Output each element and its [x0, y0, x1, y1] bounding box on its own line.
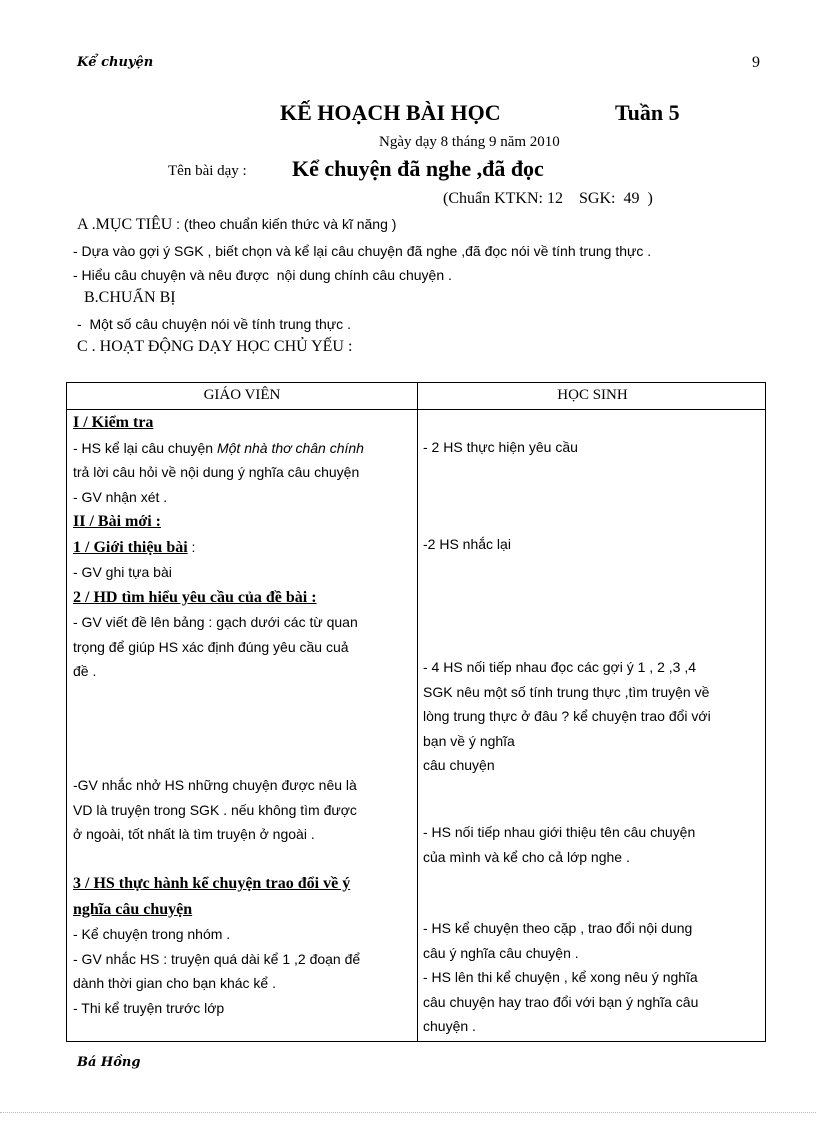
teacher-text: trả lời câu hỏi về nội dung ý nghĩa câu chuyện — [73, 464, 360, 480]
teacher-text: - GV ghi tựa bài — [73, 564, 172, 580]
teacher-text: ở ngoài, tốt nhất là tìm truyện ở ngoài . — [73, 826, 315, 842]
student-response — [423, 532, 765, 557]
header-subject: Kể chuyện — [77, 55, 154, 70]
page-title: KẾ HOẠCH BÀI HỌC — [280, 100, 501, 125]
student-text: - 4 HS nối tiếp nhau đọc các gợi ý 1 , 2 ,3 ,4 — [423, 659, 696, 675]
student-text: SGK nêu một số tính trung thực ,tìm truyện về — [423, 683, 710, 700]
story-title: Một nhà thơ chân chính — [216, 439, 364, 456]
page-edge-divider — [0, 1112, 816, 1113]
section-heading: 1 / Giới thiệu bài — [73, 538, 188, 556]
student-text: câu ý nghĩa câu chuyện . — [423, 944, 579, 961]
section-c-heading: C . HOẠT ĐỘNG DẠY HỌC CHỦ YẾU : — [77, 338, 353, 355]
teacher-text: dành thời gian cho bạn khác kể . — [73, 975, 276, 991]
student-response — [423, 820, 765, 869]
footer-author: Bá Hồng — [77, 1055, 141, 1070]
teacher-text: : — [187, 538, 196, 555]
section-a-note: : (theo chuẩn kiến thức và kĩ năng ) — [172, 216, 397, 232]
week-label: Tuần 5 — [615, 100, 680, 125]
student-response — [423, 916, 765, 1039]
objective-item: - Dựa vào gợi ý SGK , biết chọn và kể lại câu chuyện đã nghe ,đã đọc nói về tính trung thực . — [73, 243, 652, 259]
teacher-text: - GV nhận xét . — [73, 488, 168, 505]
teacher-text: - Thi kể truyện trước lớp — [73, 999, 225, 1016]
lesson-title: Kể chuyện đã nghe ,đã đọc — [292, 156, 544, 181]
objective-item: - Hiểu câu chuyện và nêu được nội dung chính câu chuyện . — [73, 267, 452, 283]
teacher-column-part2 — [73, 773, 415, 847]
section-heading: nghĩa câu chuyện — [73, 900, 193, 918]
activity-table — [66, 382, 766, 1042]
student-text: chuyện . — [423, 1018, 476, 1034]
teacher-text: - Kể chuyện trong nhóm . — [73, 926, 231, 942]
teacher-column-part3 — [73, 871, 415, 1020]
standard-reference: (Chuẩn KTKN: 12 SGK: 49 ) — [443, 190, 653, 207]
student-response — [423, 655, 765, 778]
teacher-text: - GV viết đề lên bảng : gạch dưới các từ quan — [73, 614, 358, 630]
student-text: của mình và kể cho cả lớp nghe . — [423, 848, 630, 865]
section-b-heading: B.CHUẨN BỊ — [84, 289, 176, 306]
column-divider — [417, 383, 418, 1041]
student-text: - HS lên thi kể chuyện , kể xong nêu ý nghĩa — [423, 969, 698, 985]
student-text: câu chuyện hay trao đổi với bạn ý nghĩa câu — [423, 993, 699, 1010]
teacher-column — [73, 410, 415, 684]
section-heading: II / Bài mới : — [73, 513, 161, 530]
teacher-text: -GV nhắc nhở HS những chuyện được nêu là — [73, 777, 357, 793]
student-column-header: HỌC SINH — [557, 387, 628, 403]
teacher-column-header: GIÁO VIÊN — [203, 387, 281, 403]
section-heading: 2 / HD tìm hiểu yêu cầu của đề bài : — [73, 588, 317, 606]
teacher-text: - GV nhắc HS : truyện quá dài kể 1 ,2 đoạn để — [73, 950, 361, 967]
section-a-heading-line — [77, 216, 396, 234]
preparation-item: - Một số câu chuyện nói về tính trung thực . — [77, 316, 351, 332]
section-heading: I / Kiểm tra — [73, 414, 154, 431]
student-text: lòng trung thực ở đâu ? kể chuyện trao đổi với — [423, 708, 711, 724]
student-text: -2 HS nhắc lại — [423, 536, 511, 552]
teacher-text: đề . — [73, 663, 97, 679]
student-text: bạn về ý nghĩa — [423, 732, 515, 749]
student-text: - HS nối tiếp nhau giới thiệu tên câu chuyện — [423, 824, 696, 840]
section-heading: 3 / HS thực hành kể chuyện trao đổi về ý — [73, 875, 351, 892]
teacher-text: trọng để giúp HS xác định đúng yêu cầu cuả — [73, 638, 349, 655]
student-response — [423, 435, 765, 460]
student-text: câu chuyện — [423, 757, 495, 773]
page-number: 9 — [752, 54, 760, 71]
student-text: - 2 HS thực hiện yêu cầu — [423, 439, 578, 455]
student-text: - HS kể chuyện theo cặp , trao đổi nội dung — [423, 920, 693, 936]
lesson-label: Tên bài dạy : — [168, 163, 247, 179]
teacher-text: - HS kể lại câu chuyện — [73, 439, 217, 456]
teacher-text: VD là truyện trong SGK . nếu không tìm được — [73, 801, 357, 818]
section-a-heading: A .MỤC TIÊU — [77, 216, 173, 233]
date-line: Ngày dạy 8 tháng 9 năm 2010 — [379, 134, 560, 150]
